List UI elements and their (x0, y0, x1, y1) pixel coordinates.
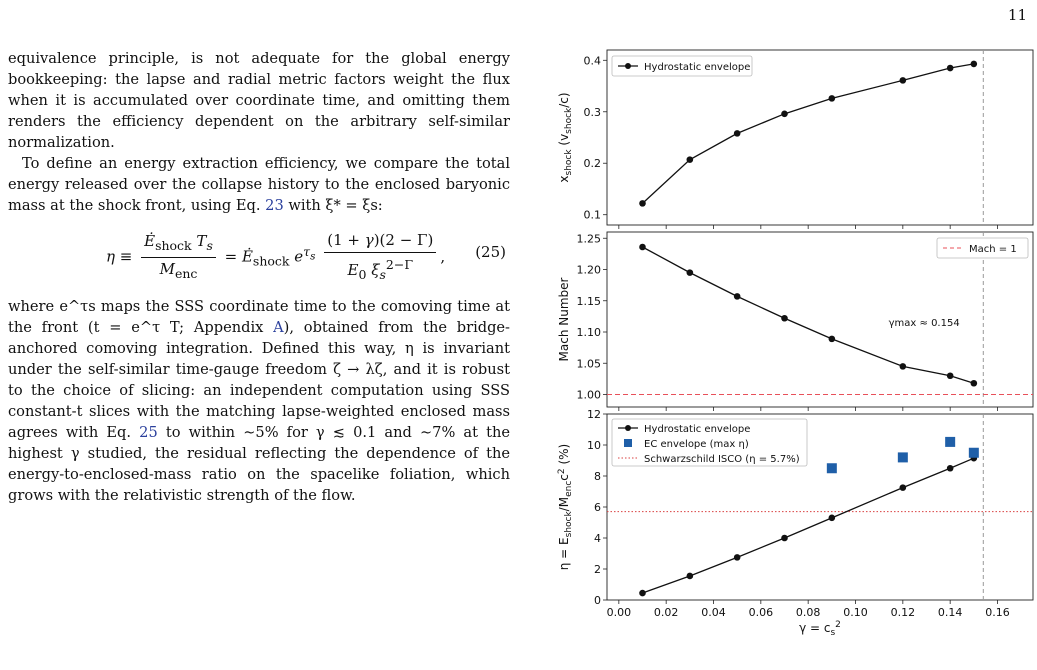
y-tick-label: 1.05 (576, 357, 601, 371)
legend-3-marker (625, 425, 631, 431)
paragraph-2 (8, 153, 510, 216)
data-point (781, 535, 788, 542)
data-point (734, 293, 741, 300)
y-tick-label: 10 (587, 439, 601, 452)
data-point (639, 244, 646, 251)
y-tick-label: 6 (594, 501, 601, 514)
data-point (781, 111, 788, 118)
ec-envelope-point (945, 437, 955, 447)
ec-envelope-point (969, 448, 979, 458)
x-tick-label: 0.08 (795, 606, 821, 619)
y-axis-label-3: $\eta = E_{shock}/M_{enc}c^2$ (%) (557, 443, 574, 571)
x-tick-label: 0.14 (937, 606, 963, 619)
paragraph-2-text-b: with ξ* = ξs: (288, 197, 383, 214)
figure (538, 44, 1037, 654)
data-point (687, 573, 694, 580)
legend-3-label-hydrostatic: Hydrostatic envelope (644, 424, 751, 435)
y-tick-label: 0.3 (583, 105, 601, 119)
ec-envelope-point (898, 452, 908, 462)
y-tick-label: 0.4 (583, 54, 601, 68)
text-column (8, 48, 510, 506)
y-tick-label: 2 (594, 563, 601, 576)
data-point (947, 65, 954, 72)
x-tick-label: 0.16 (985, 606, 1010, 619)
paragraph-3-text-b: ), obtained from the bridge-anchored comoving integration. Defined this way, η is invariant under the self-similar time-gauge freedom ζ → λζ, and it is robust to the choice of slicing: an independent computation using SSS constant-t slices with the matching lapse-weighted enclosed mass agrees with Eq. (8, 319, 510, 441)
y-tick-label: 8 (594, 470, 601, 483)
legend-2-label: Mach = 1 (969, 244, 1017, 255)
data-point (900, 363, 907, 370)
equation-ref-25[interactable]: 25 (139, 424, 158, 441)
x-tick-label: 0.04 (701, 606, 726, 619)
y-axis-label-2: Mach Number (557, 277, 571, 362)
x-tick-label: 0.12 (890, 606, 916, 619)
data-point (900, 484, 907, 491)
x-tick-label: 0.06 (748, 606, 774, 619)
y-tick-label: 0.1 (583, 208, 601, 222)
data-point (734, 554, 741, 561)
data-point (971, 380, 978, 387)
data-point (639, 200, 646, 207)
data-point (829, 95, 836, 102)
appendix-ref[interactable]: A (273, 319, 284, 336)
y-tick-label: 1.20 (576, 263, 601, 277)
equation-body: η ≡ $\frac{Ė_{shock} T_s}{M_{enc}}$ = $Ė_{shock}$ $e^{\tau_s}$ $\frac{(1 + \gamma)(2 - \Gamma)}{E_0 \xi_s^{2-\Gamma}}$ , (106, 231, 446, 282)
paragraph-3-text-a: where e^τs maps the SSS coordinate time to the comoving time at the front (t = e^τ T; Appendix (8, 298, 510, 336)
data-point (971, 61, 978, 68)
data-point (947, 372, 954, 379)
y-tick-label: 0.2 (583, 157, 601, 171)
legend-1-label: Hydrostatic envelope (644, 62, 751, 73)
legend-3-label-isco: Schwarzschild ISCO (η = 5.7%) (644, 454, 800, 465)
y-tick-label: 4 (594, 532, 601, 545)
equation-25 (8, 222, 510, 286)
y-tick-label: 1.15 (576, 294, 601, 308)
y-tick-label: 1.25 (576, 232, 601, 246)
gamma-max-annotation: γmax ≈ 0.154 (888, 318, 960, 329)
y-tick-label: 12 (587, 408, 601, 421)
page-number: 11 (1007, 6, 1027, 24)
data-point (687, 269, 694, 276)
paragraph-1: equivalence principle, is not adequate for the global energy bookkeeping: the lapse and radial metric factors weight the flux when it is accumulated over coordinate time, and omitting them renders the efficiency dependent on the arbitrary self-similar normalization. (8, 50, 510, 151)
equation-ref-23[interactable]: 23 (265, 197, 284, 214)
data-point (687, 156, 694, 163)
data-point (900, 77, 907, 84)
legend-3-label-ec: EC envelope (max η) (644, 439, 749, 450)
data-point (829, 515, 836, 522)
ec-envelope-point (827, 463, 837, 473)
data-point (947, 465, 954, 472)
x-tick-label: 0.00 (606, 606, 632, 619)
paragraph-2-text-a: To define an energy extraction efficiency, we compare the total energy released over the collapse history to the enclosed baryonic mass at the shock front, using Eq. (8, 155, 510, 214)
data-point (781, 315, 788, 322)
paragraph-3 (8, 296, 510, 506)
data-point (639, 590, 646, 597)
legend-1-marker (625, 63, 631, 69)
paragraph-3-text-c: to within ∼5% for γ ≲ 0.1 and ∼7% at the highest γ studied, the residual reflecting the dependence of the energy-to-enclosed-mass ratio on the spacelike foliation, which grows with the relativistic strength of the flow. (8, 424, 510, 504)
x-axis-label: $\gamma = c_s^2$ (799, 620, 841, 638)
legend-3-square (624, 439, 632, 447)
data-point (734, 130, 741, 137)
x-tick-label: 0.02 (653, 606, 679, 619)
y-tick-label: 0 (594, 594, 601, 607)
x-tick-label: 0.10 (843, 606, 868, 619)
y-tick-label: 1.00 (576, 388, 601, 402)
data-point (829, 336, 836, 343)
y-tick-label: 1.10 (576, 326, 601, 339)
equation-number: (25) (475, 243, 506, 261)
y-axis-label-1: $x_{shock}$ $(v_{shock}/c)$ (557, 92, 574, 183)
